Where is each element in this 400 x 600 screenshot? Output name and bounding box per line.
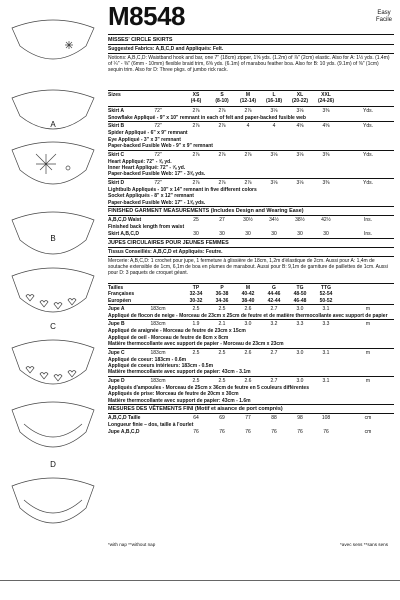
yardage-row-en-unit: Yds. [362, 179, 373, 186]
yardage-row-fr-value: 3.1 [322, 377, 330, 384]
size-s: S [220, 92, 224, 98]
size-xl: XL [296, 92, 304, 98]
applique-note-fr: Appliqué de coeur: 183cm - 0.6m [108, 356, 187, 363]
length-row-fr [108, 429, 394, 436]
yardage-row-en-value: 2⅞ [244, 151, 252, 158]
applique-note-en: Spider Appliqué - 6" x 9" remnant [108, 130, 188, 137]
divider [108, 256, 394, 257]
applique-note-en: Socket Appliqués - 8" x 12" remnant [108, 193, 194, 200]
size-cell-fr: G [272, 284, 276, 291]
size-range: (16-18) [265, 98, 283, 104]
yardage-row-en [108, 108, 394, 115]
divider [108, 304, 394, 305]
yardage-row-en-name: Skirt A [108, 108, 124, 114]
section-title-fr: JUPES CIRCULAIRES POUR JEUNES FEMMES [108, 239, 229, 246]
size-cell-fr: P [220, 284, 224, 291]
waist-row-en-value: 30½ [243, 217, 253, 223]
lightbulb-string [24, 424, 82, 437]
length-row-en [108, 231, 394, 238]
yardage-row-en-width: 72" [154, 179, 162, 186]
yardage-row-fr-width: 183cm [150, 377, 166, 384]
length-title-en: Finished back length from waist [108, 224, 185, 230]
yardage-row-fr-value: 3.1 [322, 349, 330, 356]
yardage-row-fr-value: 2.7 [270, 349, 278, 356]
applique-note-fr: Appliqué de flocon de neige - Morceau de 23cm x 25cm de feutre et de matière thermocollante avec support de papier [108, 313, 388, 319]
yardage-row-en [108, 123, 394, 130]
size-cell-fr: 42-44 [267, 297, 281, 304]
length-row-fr-value: 76 [193, 428, 199, 435]
divider [108, 178, 394, 179]
yardage-row-fr-value: 2.5 [192, 306, 200, 312]
applique-note-en: Heart Appliqué: 72" - ⅝ yd. [108, 158, 172, 165]
size-range: (12-14) [239, 98, 257, 104]
applique-note-fr: Appliqués de prise: Morceau de feutre de 20cm x 30cm [108, 391, 239, 398]
divider [108, 215, 394, 216]
yardage-row-en-value: 3⅛ [296, 108, 304, 114]
yardage-row-en-value: 3⅛ [296, 179, 304, 186]
waist-row-en-name: A,B,C,D Waist [108, 217, 142, 223]
yardage-row-fr-width: 183cm [150, 321, 166, 328]
yardage-row-en [108, 152, 394, 159]
yardage-row-fr-value: 3.1 [322, 306, 330, 312]
waist-row-en-value: 27 [219, 217, 225, 223]
applique-note-en: Paper-backed Fusible Web: 17" - 3⅝ yds. [108, 171, 206, 178]
yardage-row-fr-value: 3.0 [296, 377, 304, 384]
applique-note-en: Eye Appliqué - 3" x 3" remnant [108, 136, 181, 143]
pattern-number: M8548 [108, 1, 185, 31]
size-row-label: Françaises [108, 291, 135, 297]
snowflake-applique [65, 41, 73, 49]
divider [108, 413, 394, 414]
yardage-row-en-value: 3⅛ [270, 179, 278, 186]
applique-note-fr: Appliqué de oeil - Morceau de feutre de 8cm x 8cm [108, 334, 229, 341]
size-m: M [245, 92, 251, 98]
length-row-fr-value: 76 [219, 428, 225, 435]
size-row-label: Européen [108, 297, 132, 304]
divider [108, 319, 394, 320]
divider [108, 44, 394, 45]
applique-note-en: Lightbulb Appliqués - 10" x 14" remnant in five different colors [108, 186, 257, 193]
length-row-fr-value: 76 [297, 428, 303, 435]
yardage-row-en-name: Skirt D [108, 179, 125, 186]
skirt-diagrams-svg [6, 0, 100, 560]
size-cell-fr: 50-52 [319, 297, 333, 304]
length-row-en-value: 30 [245, 230, 251, 237]
yardage-row-en-value: 4⅝ [322, 123, 330, 130]
yardage-row-en-width: 72" [154, 108, 162, 114]
footer-nap-en: *with nap **without nap [108, 542, 156, 547]
size-cell-fr: 44-46 [267, 291, 281, 297]
waist-row-en-value: 38½ [295, 217, 305, 223]
divider [108, 150, 394, 151]
yardage-row-en-value: 3⅛ [296, 151, 304, 158]
size-cell-fr: TP [192, 284, 200, 291]
yardage-row-en-value: 3⅛ [270, 108, 278, 114]
yardage-row-fr [108, 350, 394, 357]
divider [108, 206, 394, 207]
divider [108, 348, 394, 349]
yardage-row-fr-value: 2.6 [244, 377, 252, 384]
yardage-row-fr-name: Jupe C [108, 349, 125, 356]
spider-web-applique [36, 154, 56, 174]
yardage-row-fr-value: 2.6 [244, 349, 252, 356]
size-cell-fr: 32-34 [189, 291, 203, 297]
yardage-row-en-width: 72" [154, 123, 162, 130]
yardage-row-en-unit: Yds. [362, 108, 373, 114]
yardage-row-fr-value: 1.9 [192, 321, 200, 328]
waist-row-fr-value: 77 [245, 415, 251, 421]
facile-label: Facile [375, 17, 392, 23]
yardage-row-en-value: 2⅞ [244, 108, 252, 114]
applique-note-fr: Matière thermocollante avec support de papier: 43cm - 1.6m [108, 397, 251, 404]
size-cell-fr: 34-36 [215, 297, 229, 304]
size-range: (8-10) [215, 98, 229, 104]
length-row-fr-name: Jupe A,B,C,D [108, 428, 140, 435]
yardage-row-en-value: 4⅝ [296, 123, 304, 130]
skirt-c-front [12, 268, 94, 312]
divider [108, 238, 394, 239]
yardage-row-en-value: 2⅞ [218, 179, 226, 186]
length-row-en-name: Skirt A,B,C,D [108, 230, 139, 237]
yardage-row-en-value: 2⅞ [244, 179, 252, 186]
yardage-row-fr-unit: m [365, 377, 371, 384]
yardage-row-en-value: 2⅞ [218, 108, 226, 114]
length-row-en-unit: Ins. [363, 230, 373, 237]
yardage-row-fr-value: 2.5 [192, 349, 200, 356]
applique-note-en: Inner Heart Appliqué: 72" - ⅝ yd. [108, 165, 186, 171]
waist-row-fr-value: 98 [297, 415, 303, 421]
view-letter-b: B [50, 234, 56, 243]
waist-row-fr-name: A,B,C,D Taille [108, 415, 141, 421]
divider [108, 90, 394, 91]
suggested-fabrics-fr: Tissus Conseillés: A,B,C,D et Appliqués: Feutre. [108, 248, 223, 255]
yardage-chart [108, 0, 394, 560]
yardage-row-fr-value: 2.5 [218, 349, 226, 356]
yardage-row-en-value: 4 [246, 123, 250, 130]
yardage-row-fr-name: Jupe D [108, 377, 125, 384]
applique-note-fr: Matière thermocollante avec support de papier: 43cm - 3.1m [108, 369, 251, 376]
yardage-row-fr-value: 2.7 [270, 306, 278, 312]
yardage-row-en-value: 2⅞ [192, 179, 200, 186]
waist-row-fr-value: 88 [271, 415, 277, 421]
yardage-row-fr-value: 3.0 [296, 306, 304, 312]
skirt-a-front [12, 20, 94, 59]
waist-row-en-value: 34½ [269, 217, 279, 223]
view-letter-a: A [50, 120, 56, 129]
skirt-b-front [12, 142, 94, 184]
skirt-b-back [12, 212, 94, 254]
waist-row-fr-value: 108 [321, 415, 331, 421]
size-l: L [272, 92, 276, 98]
sizes-label: Sizes [108, 92, 121, 98]
size-cell-fr: M [245, 284, 251, 291]
skirt-c-back [12, 340, 94, 384]
divider [108, 53, 394, 54]
size-range: (24-26) [317, 98, 335, 104]
yardage-row-en-value: 3⅜ [322, 108, 330, 114]
yardage-row-en-unit: Yds. [362, 151, 373, 158]
yardage-row-en-width: 72" [154, 151, 162, 158]
applique-note-fr: Matière thermocollante avec support de papier - Morceau de 23cm x 23cm [108, 341, 284, 348]
waist-row-fr [108, 415, 394, 422]
yardage-row-fr-value: 3.0 [244, 321, 252, 328]
size-cell-fr: 30-32 [189, 297, 203, 304]
yardage-row-fr-unit: m [365, 349, 371, 356]
view-letter-c: C [50, 322, 56, 331]
yardage-row-en-value: 2⅞ [192, 108, 200, 114]
finished-title-en: FINISHED GARMENT MEASUREMENTS (Includes Design and Wearing Ease) [108, 208, 304, 214]
difficulty-label [376, 10, 392, 24]
yardage-row-en-value: 2⅞ [218, 151, 226, 158]
finished-title-fr: MESURES DES VÊTEMENTS FINI (Motif et aisance de port comprés) [108, 406, 283, 412]
yardage-row-en-value: 4 [272, 123, 276, 130]
footer-nap-fr: *avec sens **sans sens [340, 542, 389, 547]
applique-note-fr: Appliqués d'ampoules - Morceau de 25cm x 36cm de feutre en 5 couleurs différentes [108, 384, 309, 391]
length-row-fr-value: 76 [271, 428, 277, 435]
skirt-diagrams [6, 0, 100, 560]
size-xs: XS [192, 92, 200, 98]
easy-label: Easy [377, 10, 391, 16]
page-bottom-line [0, 580, 400, 581]
yardage-row-fr-value: 2.5 [192, 377, 200, 384]
length-row-en-value: 30 [271, 230, 277, 237]
size-cell-fr: TG [296, 284, 304, 291]
length-row-en-value: 30 [297, 230, 303, 237]
yardage-row-en-value: 3⅜ [322, 179, 330, 186]
size-xxl: XXL [321, 92, 331, 98]
yardage-row-en-value: 2⅞ [192, 123, 200, 130]
size-cell-fr: 48-50 [293, 291, 307, 297]
waist-row-en-value: 25 [193, 217, 199, 223]
size-cell-fr: 52-54 [319, 291, 333, 297]
size-cell-fr: 38-40 [241, 297, 255, 304]
yardage-row-fr-value: 2.5 [218, 377, 226, 384]
waist-row-en-value: 42½ [321, 217, 331, 223]
length-row-fr-unit: cm [364, 428, 372, 435]
yardage-row-fr [108, 378, 394, 385]
length-row-en-value: 30 [219, 230, 225, 237]
waist-row-fr-unit: cm [364, 415, 372, 421]
view-letter-d: D [50, 460, 56, 469]
length-row-en-value: 30 [193, 230, 199, 237]
length-row-fr-value: 76 [323, 428, 329, 435]
applique-note-en: Paper-backed Fusible Web - 9" x 9" remnant [108, 143, 213, 150]
notions-en: Notions: A,B,C,D: Waistband hook and bar, one 7" (18cm) zipper, 1⅝ yds. (1.2m) of ⅞" (2cm) elastic. Also for A: 1½ yds. (1.4m) of ¼" - ⅜" (6mm - 10mm) flexible braid trim, 6⅝ yds. (6.1m) of marabou feather boa. Also for B: 10 yds. (9.1m) of ⅜" (1cm) sequin trim. Also for D: Three pkgs. of jumbo rick rack. [108, 55, 390, 74]
divider [108, 404, 394, 405]
yardage-row-fr-name: Jupe A [108, 306, 125, 312]
yardage-row-en-value: 3⅛ [270, 151, 278, 158]
yardage-row-en-value: 2⅞ [218, 123, 226, 130]
yardage-row-en-name: Skirt B [108, 123, 125, 130]
applique-note-en: Snowflake Appliqué - 9" x 10" remnant in each of felt and paper-backed fusible web [108, 115, 306, 121]
yardage-row-fr-value: 3.0 [296, 349, 304, 356]
waist-row-en [108, 217, 394, 224]
yardage-row-en-name: Skirt C [108, 151, 125, 158]
yardage-row-fr-width: 183cm [150, 306, 166, 312]
divider [108, 121, 394, 122]
yardage-row-fr-value: 3.3 [296, 321, 304, 328]
notions-fr: Mercerie: A,B,C,D: 1 crochet pour jupe, 1 fermeture à glissière de 18cm, 1,2m d'élastique de 2cm. Aussi pour A: 1,4m de soutache extensible de 1cm, 6,1m de boa en plumes de marabout. Aussi pour B: 9,1m de garniture de paillettes de 1cm. Aussi pour D: 3 paquets de croquet géant. [108, 257, 388, 276]
yardage-row-fr-name: Jupe B [108, 321, 125, 328]
suggested-fabrics-en: Suggested Fabrics: A,B,C,D and Appliqués: Felt. [108, 46, 224, 52]
yardage-row-en [108, 180, 394, 187]
waist-row-fr-value: 64 [193, 415, 199, 421]
yardage-row-fr-value: 2.6 [244, 306, 252, 312]
divider [108, 106, 394, 107]
length-row-fr-value: 76 [245, 428, 251, 435]
yardage-row-fr-value: 2.1 [218, 321, 226, 328]
divider [108, 247, 394, 248]
divider [108, 376, 394, 377]
divider [108, 34, 394, 35]
size-cell-fr: 40-42 [241, 291, 255, 297]
eye-applique [66, 166, 70, 170]
yardage-row-en-value: 3⅜ [322, 151, 330, 158]
yardage-row-fr-value: 3.3 [322, 321, 330, 328]
yardage-row-en-unit: Yds. [362, 123, 373, 130]
size-range: (4-6) [190, 98, 202, 104]
yardage-row-fr-value: 2.7 [270, 377, 278, 384]
yardage-row-fr-width: 183cm [150, 349, 166, 356]
size-cell-fr: 46-48 [293, 297, 307, 304]
section-title-en: MISSES' CIRCLE SKIRTS [108, 37, 173, 43]
yardage-row-fr [108, 321, 394, 328]
yardage-row-fr-unit: m [365, 321, 371, 328]
size-row-label: Tailles [108, 284, 124, 291]
yardage-row-fr [108, 306, 394, 313]
waist-row-fr-value: 69 [219, 415, 225, 421]
yardage-row-fr-unit: m [365, 306, 371, 312]
size-cell-fr: 36-38 [215, 291, 229, 297]
length-title-fr: Longueur finie – dos, taille à l'ourlet [108, 422, 194, 428]
size-cell-fr: TTG [321, 284, 331, 291]
applique-note-en: Paper-backed Fusible Web: 17" - 1⅝ yds. [108, 199, 206, 206]
applique-note-fr: Appliqué de araignée - Morceau de feutre de 23cm x 15cm [108, 328, 246, 335]
divider [108, 283, 394, 284]
sizes-range-row [108, 98, 394, 105]
lightbulb-string-back [24, 500, 82, 513]
applique-note-fr: Appliqué de coeurs intérieurs: 183cm - 0.5m [108, 363, 214, 369]
length-row-en-value: 30 [323, 230, 329, 237]
yardage-row-fr-value: 3.2 [270, 321, 278, 328]
waist-row-en-unit: Ins. [363, 217, 373, 223]
yardage-row-en-value: 2⅞ [192, 151, 200, 158]
yardage-row-fr-value: 2.5 [218, 306, 226, 312]
size-range: (20-22) [291, 98, 309, 104]
